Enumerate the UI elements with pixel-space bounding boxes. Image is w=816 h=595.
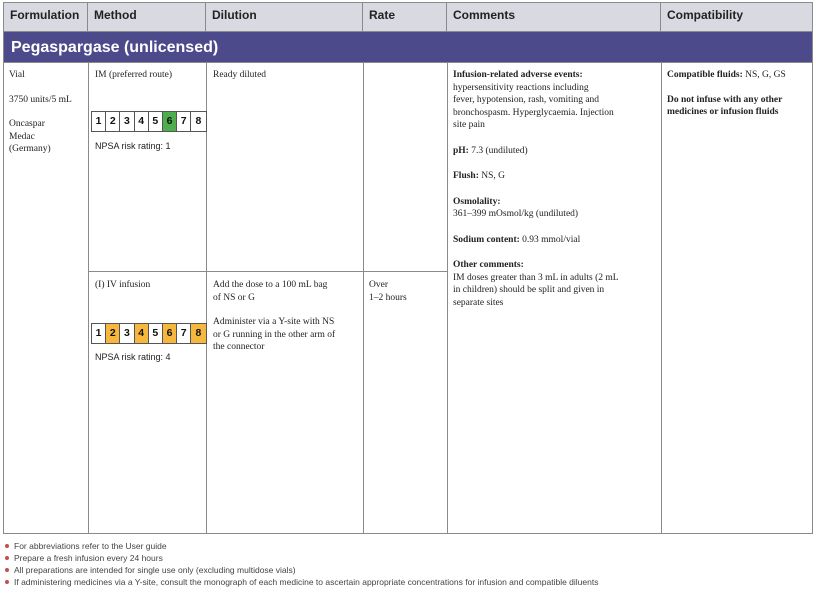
risk-box: 6 bbox=[163, 324, 177, 343]
compatibility-warning: medicines or infusion fluids bbox=[667, 107, 779, 117]
ph-label: pH: bbox=[453, 145, 469, 156]
iv-rate bbox=[369, 279, 407, 304]
iv-method: (I) IV infusion bbox=[95, 280, 151, 290]
sodium-value: 0.93 mmol/vial bbox=[522, 234, 581, 245]
other-comments-text: IM doses greater than 3 mL in adults (2 mL bbox=[453, 272, 619, 283]
other-comments-text: in children) should be split and given in bbox=[453, 285, 605, 295]
formulation-country: (Germany) bbox=[9, 144, 51, 154]
risk-box: 8 bbox=[195, 115, 202, 127]
risk-box: 1 bbox=[92, 324, 106, 343]
drug-title: Pegaspargase (unlicensed) bbox=[11, 39, 219, 56]
iv-dilution-line: Administer via a Y-site with NS bbox=[213, 317, 335, 327]
other-comments-text: separate sites bbox=[453, 297, 504, 308]
column-divider bbox=[88, 63, 89, 534]
adverse-events-label: Infusion-related adverse events: bbox=[453, 70, 583, 80]
comments-cell bbox=[453, 69, 658, 309]
formulation-type: Vial bbox=[9, 70, 25, 80]
header-dilution: Dilution bbox=[206, 3, 363, 31]
risk-box: 4 bbox=[135, 324, 149, 343]
ph-value: 7.3 (undiluted) bbox=[471, 145, 528, 156]
iv-risk-rating: NPSA risk rating: 4 bbox=[95, 352, 171, 362]
risk-box: 2 bbox=[106, 112, 120, 131]
compatible-fluids-value: NS, G, GS bbox=[745, 70, 786, 80]
column-divider bbox=[206, 63, 207, 534]
im-method: IM (preferred route) bbox=[95, 70, 173, 80]
adverse-events-text: hypersensitivity reactions including bbox=[453, 82, 589, 93]
column-divider bbox=[363, 63, 364, 534]
sodium-label: Sodium content: bbox=[453, 234, 520, 245]
formulation-cell bbox=[9, 69, 72, 156]
formulation-strength: 3750 units/5 mL bbox=[9, 94, 72, 105]
ph-row bbox=[453, 145, 658, 158]
iv-dilution-line: of NS or G bbox=[213, 292, 255, 303]
row-divider bbox=[88, 271, 447, 272]
column-divider bbox=[661, 63, 662, 534]
compatibility-warning: Do not infuse with any other bbox=[667, 94, 783, 105]
risk-box: 8 bbox=[191, 324, 205, 343]
header-rate: Rate bbox=[363, 3, 447, 31]
iv-risk-scale bbox=[91, 323, 207, 344]
iv-dilution bbox=[213, 279, 335, 354]
risk-box: 4 bbox=[135, 112, 149, 131]
risk-box: 3 bbox=[120, 112, 134, 131]
flush-row bbox=[453, 170, 658, 183]
drug-title-bar bbox=[4, 32, 812, 63]
iv-rate-line: 1–2 hours bbox=[369, 292, 407, 303]
formulation-manufacturer: Medac bbox=[9, 131, 35, 142]
footnote-item: Prepare a fresh infusion every 24 hours bbox=[4, 552, 812, 564]
compatible-fluids-row bbox=[667, 69, 810, 82]
osmolality-label: Osmolality: bbox=[453, 196, 501, 207]
risk-box: 3 bbox=[120, 324, 134, 343]
compatible-fluids-label: Compatible fluids: bbox=[667, 70, 743, 80]
adverse-events-text: bronchospasm. Hyperglycaemia. Injection bbox=[453, 107, 614, 118]
risk-box: 5 bbox=[149, 324, 163, 343]
monograph-table bbox=[3, 2, 813, 534]
footnote-item: For abbreviations refer to the User guide bbox=[4, 540, 812, 552]
sodium-row bbox=[453, 234, 658, 247]
formulation-brand: Oncaspar bbox=[9, 119, 45, 129]
flush-label: Flush: bbox=[453, 171, 479, 181]
iv-dilution-line: the connector bbox=[213, 342, 265, 352]
risk-box: 2 bbox=[106, 324, 120, 343]
im-dilution: Ready diluted bbox=[213, 70, 267, 80]
risk-box: 1 bbox=[92, 112, 106, 131]
iv-dilution-line: or G running in the other arm of bbox=[213, 329, 336, 340]
adverse-events-text: fever, hypotension, rash, vomiting and bbox=[453, 95, 600, 105]
other-comments-label: Other comments: bbox=[453, 260, 524, 270]
footnote-item: If administering medicines via a Y-site, consult the monograph of each medicine to ascertain appropriate concentrations for infusion and compatible diluents bbox=[4, 576, 812, 588]
risk-box: 7 bbox=[177, 112, 191, 131]
header-method: Method bbox=[88, 3, 206, 31]
footnotes bbox=[4, 540, 812, 588]
header-comments: Comments bbox=[447, 3, 661, 31]
flush-value: NS, G bbox=[481, 171, 506, 181]
iv-rate-line: Over bbox=[369, 280, 388, 290]
im-risk-rating: NPSA risk rating: 1 bbox=[95, 141, 171, 151]
adverse-events-text: site pain bbox=[453, 120, 485, 130]
risk-box: 7 bbox=[177, 324, 191, 343]
header-compatibility: Compatibility bbox=[667, 8, 744, 22]
risk-box: 6 bbox=[163, 112, 177, 131]
footnote-item: All preparations are intended for single use only (excluding multidose vials) bbox=[4, 564, 812, 576]
compatibility-cell bbox=[667, 69, 810, 119]
iv-dilution-line: Add the dose to a 100 mL bag bbox=[213, 280, 328, 290]
risk-box: 5 bbox=[149, 112, 163, 131]
im-risk-scale bbox=[91, 111, 207, 132]
osmolality-value: 361–399 mOsmol/kg (undiluted) bbox=[453, 209, 579, 219]
header-formulation: Formulation bbox=[4, 3, 88, 31]
column-divider bbox=[447, 63, 448, 534]
table-header bbox=[4, 3, 812, 32]
